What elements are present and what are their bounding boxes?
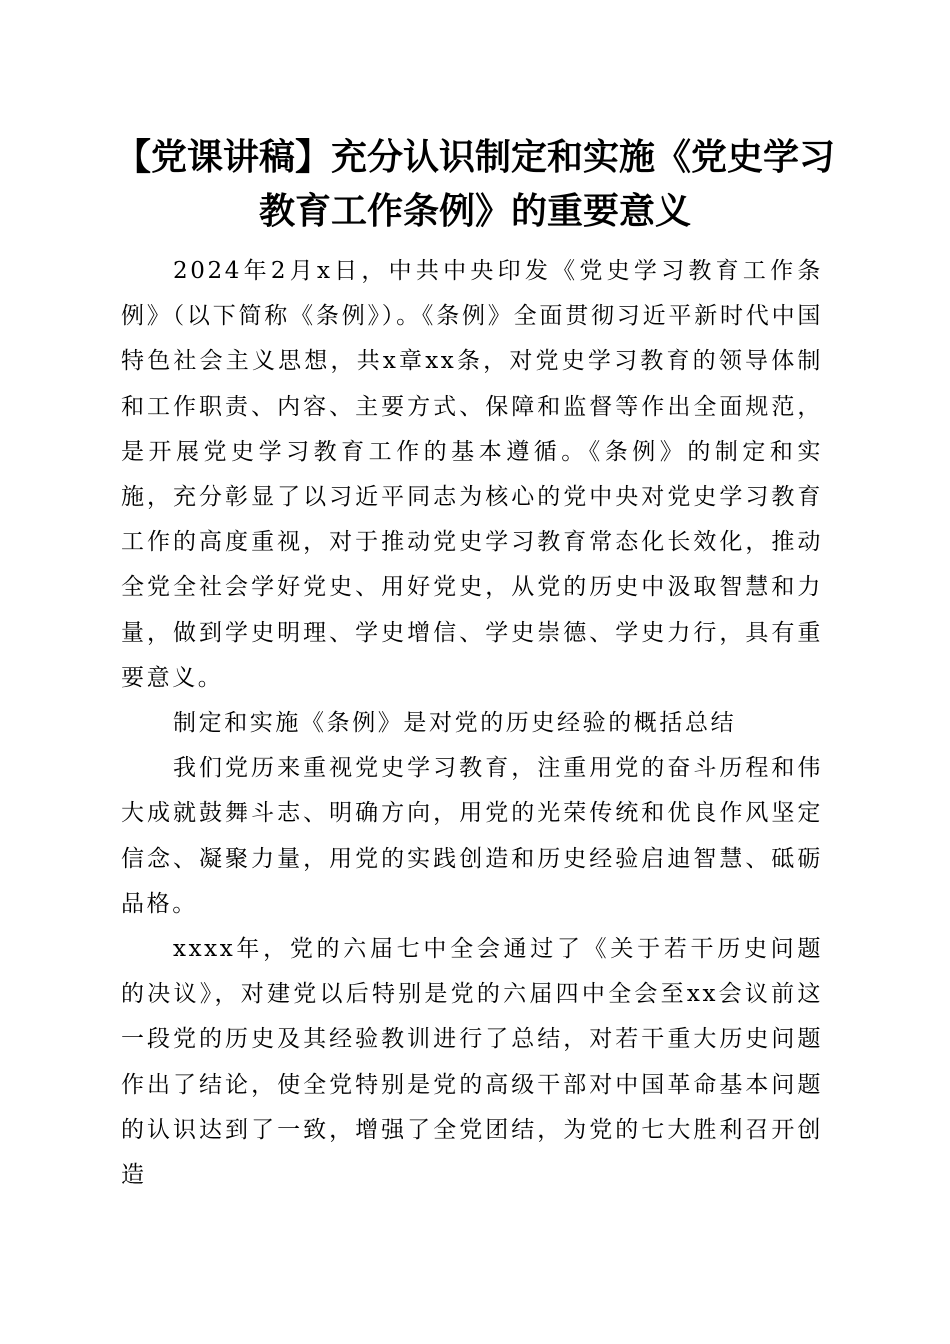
document-title (100, 130, 850, 238)
paragraph-intro: 2024年2月x日，中共中央印发《党史学习教育工作条例》（以下简称《条例》）。《条例》全面贯彻习近平新时代中国特色社会主义思想，共x章xx条，对党史学习教育的领导体制和工作职责、内容、主要方式、保障和监督等作出全面规范，是开展党史学习教育工作的基本遵循。《条例》的制定和实施，充分彰显了以习近平同志为核心的党中央对党史学习教育工作的高度重视，对于推动党史学习教育常态化长效化，推动全党全社会学好党史、用好党史，从党的历史中汲取智慧和力量，做到学史明理、学史增信、学史崇德、学史力行，具有重要意义。 (121, 258, 823, 691)
paragraph-history: 我们党历来重视党史学习教育，注重用党的奋斗历程和伟大成就鼓舞斗志、明确方向，用党的光荣传统和优良作风坚定信念、凝聚力量，用党的实践创造和历史经验启迪智慧、砥砺品格。 (121, 755, 823, 917)
paragraph-resolution: xxxx年，党的六届七中全会通过了《关于若干历史问题的决议》，对建党以后特别是党的六届四中全会至xx会议前这一段党的历史及其经验教训进行了总结，对若干重大历史问题作出了结论，使全党特别是党的高级干部对中国革命基本问题的认识达到了一致，增强了全党团结，为党的七大胜利召开创造 (121, 936, 823, 1189)
section-heading: 制定和实施《条例》是对党的历史经验的概括总结 (173, 710, 737, 737)
document-body (121, 249, 823, 1198)
title-line-2: 教育工作条例》的重要意义 (258, 190, 691, 232)
title-line-1: 【党课讲稿】充分认识制定和实施《党史学习 (114, 136, 835, 178)
